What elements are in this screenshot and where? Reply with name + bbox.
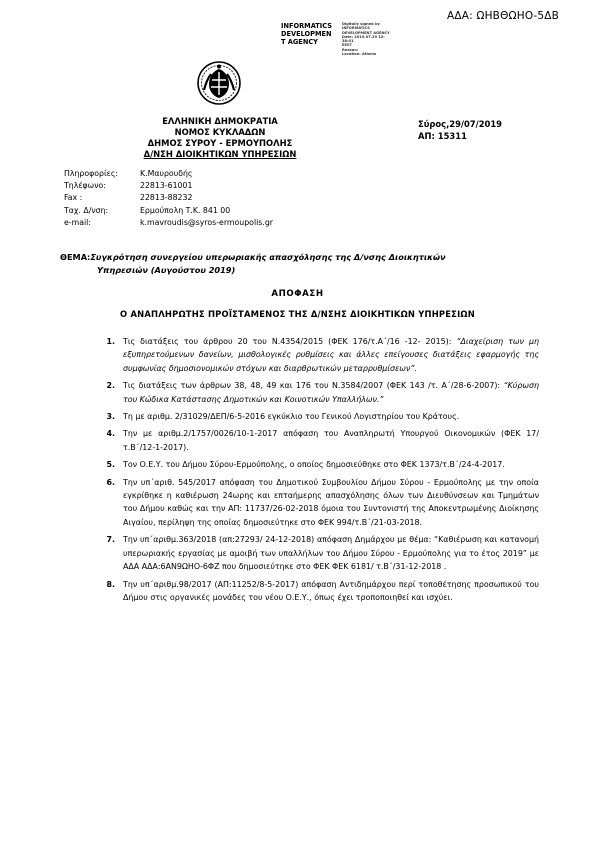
- decision-title: ΑΠΟΦΑΣΗ: [271, 289, 324, 299]
- item-number: 7.: [106, 535, 115, 545]
- subject-label: ΘΕΜΑ:: [60, 252, 91, 262]
- contact-label: Πληροφορίες:: [64, 169, 119, 178]
- item-number: 2.: [106, 381, 115, 391]
- signature-line: DEVELOPMENT AGENCY: [342, 30, 390, 35]
- item-number: 8.: [106, 579, 115, 589]
- contact-row: [64, 192, 273, 204]
- ada-code: ΑΔΑ: ΩΗΒΘΩΗΟ-5ΔΒ: [446, 10, 559, 22]
- item-text: Τον Ο.Ε.Υ. του Δήμου Σύρου-Ερμούπολης, ο οποίος δημοσιεύθηκε στο ΦΕΚ 1373/τ.Β΄/24-4-2017.: [123, 460, 505, 470]
- list-item: [88, 533, 539, 573]
- signature-line: Date: 2019.07.29 12:: [342, 34, 385, 39]
- item-text: Την υπ΄αριθ. 545/2017 απόφαση του Δημοτικού Συμβουλίου Δήμου Σύρου - Ερμούπολης με την οποία εγκρίθηκε η καθιέρωση 24ωρης και επταήμερης απασχόλησης όλων των Διευθύνσεων και Τμημάτων του Δήμου καθώς και την ΑΠ: 11737/26-02-2018 όμοια του Συντονιστή της Αποκεντρωμένης Διοίκησης Αιγαίου, περίληψη της οποίας δημοσιεύτηκε στο ΦΕΚ 994/τ.Β΄/21-03-2018.: [123, 477, 539, 527]
- ida-line: INFORMATICS: [281, 22, 332, 30]
- contact-row: [64, 205, 273, 217]
- list-item: [88, 410, 539, 423]
- item-body: Τις διατάξεις των άρθρων 38, 48, 49 και 176 του Ν.3584/2007 (ΦΕΚ 143 /τ. Α΄/28-6-2007):: [123, 381, 504, 391]
- contact-label: Ταχ. Δ/νση:: [64, 205, 109, 215]
- item-number: 3.: [106, 412, 115, 422]
- list-item: [88, 427, 539, 454]
- subject-text-line1: Συγκρότηση συνεργείου υπερωριακής απασχόλησης της Δ/νσης Διοικητικών: [90, 252, 446, 262]
- item-text: Την υπ΄αριθμ.363/2018 (απ:27293/ 24-12-2018) απόφαση Δημάρχου με θέμα: “Καθιέρωση και κατανομή υπερωριακής εργασίας με αμοιβή των υπαλλήλων του Δήμου Σύρου - Ερμούπολης για το έτος 2019” με ΑΔΑ ΑΔΑ:6ΑΝ9ΩΗΟ-6ΦΖ που δημοσιεύτηκε στο ΦΕΚ ΦΕΚ 6181/ τ.Β΄/31-12-2018 .: [123, 535, 539, 572]
- signature-line: INFORMATICS: [342, 26, 370, 31]
- signature-line: Location: Athens: [342, 52, 377, 57]
- contact-value: 22813-61001: [140, 181, 193, 191]
- signature-line: EEST: [342, 43, 352, 48]
- municipality-name: ΔΗΜΟΣ ΣΥΡΟΥ - ΕΡΜΟΥΠΟΛΗΣ: [147, 138, 293, 148]
- list-item: [88, 578, 539, 605]
- ida-line: DEVELOPMEN: [281, 30, 332, 39]
- list-item: [88, 458, 539, 471]
- issuing-authority: Ο ΑΝΑΠΛΗΡΩΤΗΣ ΠΡΟΪΣΤΑΜΕΝΟΣ ΤΗΣ Δ/ΝΣΗΣ ΔΙΟΙΚΗΤΙΚΩΝ ΥΠΗΡΕΣΙΩΝ: [120, 309, 475, 319]
- item-quote: “Διαχείριση των μη εξυπηρετούμενων δανείων, μισθολογικές ρυθμίσεις και άλλες επείγουσες διατάξεις εφαρμογής της συμφωνίας δημοσιονομικών στόχων και διαρθρωτικών μεταρρυθμίσεων”.: [123, 337, 539, 373]
- greek-emblem-icon: [196, 60, 242, 106]
- email-link[interactable]: k.mavroudis@syros-ermoupolis.gr: [140, 217, 273, 227]
- ida-line: T AGENCY: [281, 38, 318, 47]
- legal-basis-list: [88, 335, 539, 608]
- signature-line: 38:01: [342, 39, 354, 44]
- contact-label: Fax :: [64, 193, 83, 203]
- item-text: Τη με αριθμ. 2/31029/ΔΕΠ/6-5-2016 εγκύκλιο του Γενικού Λογιστηρίου του Κράτους.: [123, 412, 460, 422]
- subject-line: [60, 251, 550, 277]
- department-name: Δ/ΝΣΗ ΔΙΟΙΚΗΤΙΚΩΝ ΥΠΗΡΕΣΙΩΝ: [143, 149, 297, 159]
- item-text: [123, 335, 539, 375]
- signature-line: Digitally signed by: [342, 22, 380, 26]
- date-protocol-block: [418, 118, 502, 142]
- item-number: 1.: [106, 337, 115, 346]
- item-text: Την με αριθμ.2/1757/0026/10-1-2017 απόφαση του Αναπληρωτή Υπουργού Οικονομικών (ΦΕΚ 17/τ.Β΄/12-1-2017).: [123, 429, 539, 452]
- list-item: [88, 379, 539, 406]
- item-quote: “Κύρωση του Κώδικα Κατάστασης Δημοτικών και Κοινοτικών Υπαλλήλων.”: [123, 381, 539, 404]
- item-text: Την υπ΄αριθμ.98/2017 (ΑΠ:11252/8-5-2017) απόφαση Αντιδημάρχου περί τοποθέτησης προσωπικού του Δήμου στις οργανικές μονάδες του νέου Ο.Ε.Υ., όπως έχει τροποποιηθεί και ισχύει.: [123, 579, 539, 602]
- document-date: Σύρος,29/07/2019: [418, 119, 503, 129]
- list-item: [88, 335, 539, 375]
- contact-row: [64, 168, 273, 180]
- item-text: [123, 379, 539, 406]
- item-body: Τις διατάξεις του άρθρου 20 του Ν.4354/2015 (ΦΕΚ 176/τ.Α΄/16 -12- 2015):: [123, 337, 457, 346]
- prefecture-name: ΝΟΜΟΣ ΚΥΚΛΑΔΩΝ: [174, 127, 266, 137]
- digital-signature-details: [342, 22, 402, 56]
- subject-text-line2: Υπηρεσιών (Αυγούστου 2019): [97, 265, 236, 275]
- contact-value: Ερμούπολη Τ.Κ. 841 00: [140, 205, 231, 215]
- contact-details: [64, 168, 273, 229]
- list-item: [88, 476, 539, 530]
- contact-row: [64, 217, 273, 229]
- item-number: 5.: [106, 460, 115, 470]
- contact-value: 22813-88232: [140, 193, 193, 203]
- country-name: ΕΛΛΗΝΙΚΗ ΔΗΜΟΚΡΑΤΙΑ: [162, 116, 278, 126]
- issuer-header: [120, 116, 320, 160]
- contact-row: [64, 180, 273, 192]
- contact-value: Κ.Μαυρουδής: [140, 169, 193, 178]
- protocol-number: ΑΠ: 15311: [418, 131, 467, 141]
- ida-signature-label: [281, 22, 345, 47]
- item-number: 4.: [106, 429, 115, 439]
- contact-label: e-mail:: [64, 217, 91, 227]
- contact-label: Τηλέφωνο:: [64, 181, 106, 191]
- item-number: 6.: [106, 477, 115, 487]
- signature-line: Reason:: [342, 47, 359, 52]
